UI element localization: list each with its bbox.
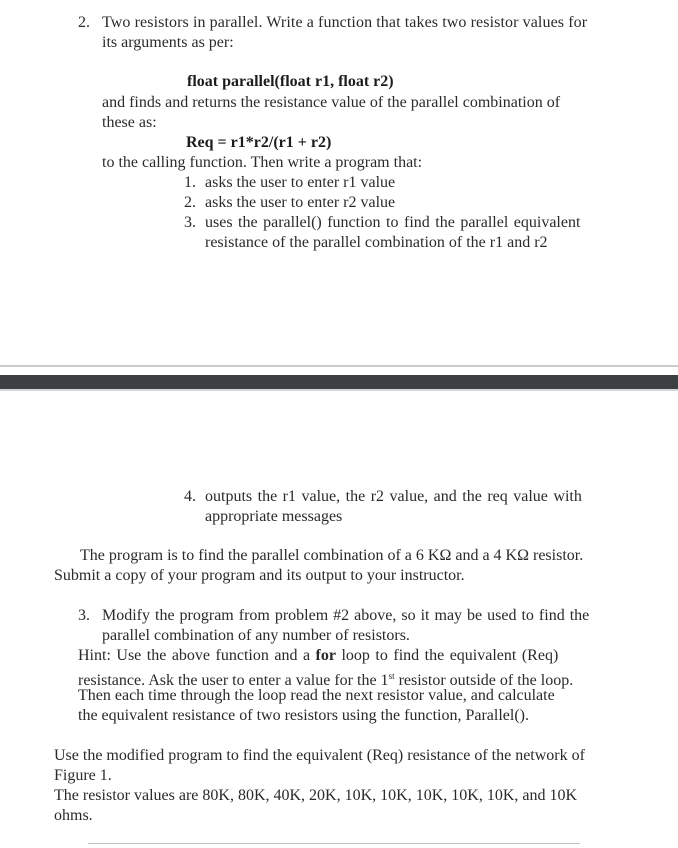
step-text: uses the parallel() function to find the parallel equivalent: [205, 214, 581, 231]
step-text: asks the user to enter r2 value: [205, 194, 396, 211]
problem-2-number: 2.: [78, 14, 90, 31]
problem-2-line-1: Two resistors in parallel. Write a function that takes two resistor values for: [102, 14, 588, 31]
step-3-continuation: resistance of the parallel combination of the r1 and r2: [205, 234, 548, 251]
problem-2-paragraph-1: The program is to find the parallel combination of a 6 KΩ and a 4 KΩ resistor.: [80, 547, 584, 564]
problem-3-line-2: parallel combination of any number of resistors.: [102, 627, 410, 644]
hint-line: [78, 646, 558, 666]
step-number: 4.: [184, 488, 196, 505]
step-4-line-2: appropriate messages: [205, 508, 343, 525]
superscript-st: st: [388, 671, 395, 681]
problem-2-line-3: and finds and returns the resistance value of the parallel combination of: [102, 94, 561, 111]
hint-text-b: loop to find the equivalent (Req): [341, 647, 559, 664]
use-line-2: Figure 1.: [54, 767, 112, 784]
formula: Req = r1*r2/(r1 + r2): [186, 134, 332, 151]
problem-3-line-5: Then each time through the loop read the next resistor value, and calculate: [78, 687, 555, 704]
use-line-1: Use the modified program to find the equivalent (Req) resistance of the network of: [54, 747, 585, 764]
problem-2-line-2: its arguments as per:: [102, 34, 234, 51]
resistor-values-line-1: The resistor values are 80K, 80K, 40K, 20K, 10K, 10K, 10K, 10K, 10K, and 10K: [54, 787, 578, 804]
line-4-text-b: resistor outside of the loop.: [394, 672, 574, 689]
problem-2-line-4: these as:: [102, 114, 157, 131]
line-4-text-a: resistance. Ask the user to enter a value for the 1: [78, 672, 389, 689]
problem-3-line-1: Modify the program from problem #2 above, so it may be used to find the: [102, 607, 590, 624]
problem-3-number: 3.: [78, 607, 90, 624]
page-break-bar: [0, 375, 678, 389]
step-4-line-1: outputs the r1 value, the r2 value, and the req value with: [205, 488, 582, 505]
problem-2-line-5: to the calling function. Then write a program that:: [102, 154, 423, 171]
step-number: 2.: [184, 194, 196, 211]
resistor-values-line-2: ohms.: [54, 807, 93, 824]
step-number: 3.: [184, 214, 196, 231]
function-signature: float parallel(float r1, float r2): [187, 73, 394, 90]
step-number: 1.: [184, 174, 196, 191]
page-break-bottom-line: [0, 389, 678, 391]
step-text: asks the user to enter r1 value: [205, 174, 396, 191]
problem-2-paragraph-2: Submit a copy of your program and its output to your instructor.: [54, 567, 465, 584]
page-break-top-line: [0, 365, 678, 367]
hint-for-keyword: for: [315, 647, 336, 664]
bottom-rule: [88, 843, 580, 844]
problem-3-line-6: the equivalent resistance of two resistors using the function, Parallel().: [78, 707, 529, 724]
hint-text-a: Hint: Use the above function and a: [78, 647, 311, 664]
